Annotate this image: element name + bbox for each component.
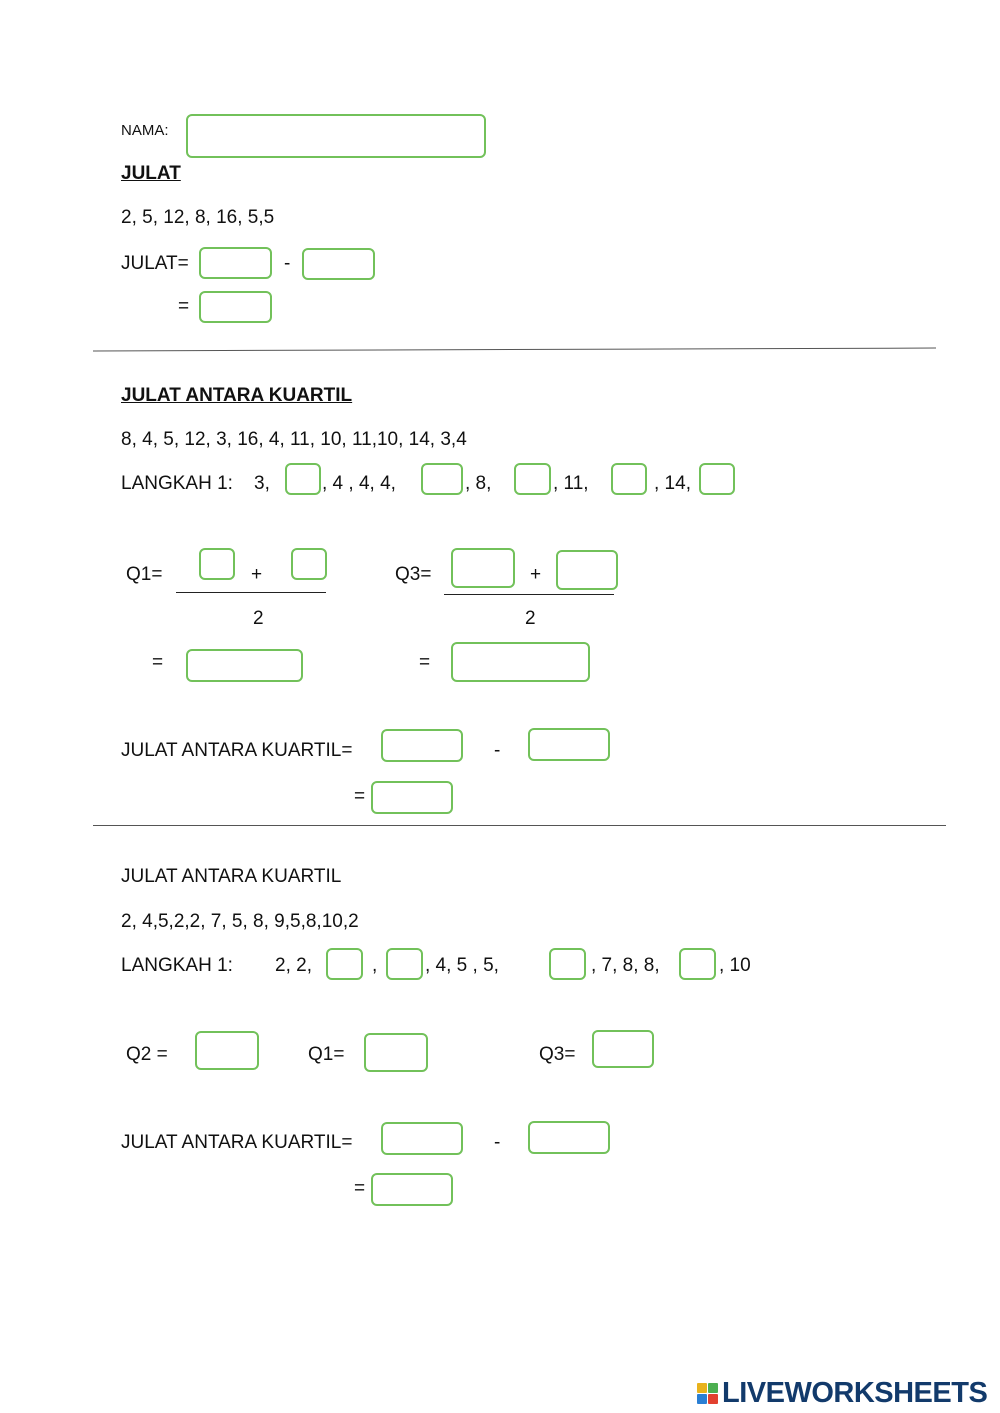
name-label: NAMA: bbox=[121, 122, 169, 139]
iqr2-step-part: , bbox=[372, 955, 378, 976]
iqr1-q3-equals: = bbox=[419, 652, 431, 673]
iqr1-title: JULAT ANTARA KUARTIL bbox=[121, 385, 353, 406]
iqr1-q3-term1-input[interactable] bbox=[451, 548, 515, 588]
iqr1-sort-input-2[interactable] bbox=[421, 463, 463, 495]
iqr1-q3-label: Q3= bbox=[395, 564, 432, 585]
iqr1-q3-plus: + bbox=[530, 564, 542, 585]
iqr1-sort-input-3[interactable] bbox=[514, 463, 551, 495]
iqr1-q1-term2-input[interactable] bbox=[291, 548, 327, 580]
iqr2-sort-input-4[interactable] bbox=[679, 948, 716, 980]
iqr2-result-input[interactable] bbox=[371, 1173, 453, 1206]
name-input[interactable] bbox=[186, 114, 486, 158]
iqr1-step-part: , 11, bbox=[553, 473, 589, 494]
iqr1-q1-label: Q1= bbox=[126, 564, 163, 585]
iqr2-q1-label: Q1= bbox=[308, 1044, 345, 1065]
iqr2-sort-input-2[interactable] bbox=[386, 948, 423, 980]
iqr1-q3-input[interactable] bbox=[381, 729, 463, 762]
iqr2-equals: = bbox=[354, 1178, 366, 1199]
julat-result-input[interactable] bbox=[199, 291, 272, 323]
iqr2-title: JULAT ANTARA KUARTIL bbox=[121, 866, 342, 887]
iqr1-step-part: 3, bbox=[254, 473, 270, 494]
julat-max-input[interactable] bbox=[199, 247, 272, 279]
julat-min-input[interactable] bbox=[302, 248, 375, 280]
iqr2-q2-input[interactable] bbox=[195, 1031, 259, 1070]
iqr2-minus: - bbox=[494, 1132, 501, 1153]
iqr1-q1-input[interactable] bbox=[528, 728, 610, 761]
iqr2-q1-input[interactable] bbox=[364, 1033, 428, 1072]
iqr2-step-part: 2, 2, bbox=[275, 955, 312, 976]
iqr1-step-part: , 4 , 4, 4, bbox=[322, 473, 396, 494]
julat-title: JULAT bbox=[121, 163, 181, 184]
iqr2-q1-term-input[interactable] bbox=[528, 1121, 610, 1154]
iqr2-q3-term-input[interactable] bbox=[381, 1122, 463, 1155]
iqr2-step-label: LANGKAH 1: bbox=[121, 955, 233, 976]
iqr2-q2-label: Q2 = bbox=[126, 1044, 168, 1065]
iqr1-q1-denominator: 2 bbox=[253, 608, 264, 629]
iqr1-sort-input-4[interactable] bbox=[611, 463, 647, 495]
iqr1-q3-term2-input[interactable] bbox=[556, 550, 618, 590]
iqr1-step-part: , 8, bbox=[465, 473, 492, 494]
brand-name: LIVEWORKSHEETS bbox=[722, 1376, 988, 1409]
iqr1-minus: - bbox=[494, 740, 501, 761]
iqr2-sort-input-3[interactable] bbox=[549, 948, 586, 980]
liveworksheets-logo bbox=[697, 1376, 987, 1410]
iqr2-step-part: , 4, 5 , 5, bbox=[425, 955, 499, 976]
iqr1-sort-input-1[interactable] bbox=[285, 463, 321, 495]
iqr1-q3-fraction-line bbox=[444, 594, 614, 595]
iqr1-q3-denominator: 2 bbox=[525, 608, 536, 629]
iqr1-q1-fraction-line bbox=[176, 592, 326, 593]
julat-formula-label: JULAT= bbox=[121, 253, 189, 274]
iqr1-result-input[interactable] bbox=[371, 781, 453, 814]
iqr2-formula-label: JULAT ANTARA KUARTIL= bbox=[121, 1132, 353, 1153]
section-divider-2 bbox=[93, 825, 946, 826]
iqr1-sort-input-5[interactable] bbox=[699, 463, 735, 495]
iqr2-step-part: , 7, 8, 8, bbox=[591, 955, 660, 976]
iqr1-q1-plus: + bbox=[251, 564, 263, 585]
iqr1-q1-result-input[interactable] bbox=[186, 649, 303, 682]
iqr1-step-label: LANGKAH 1: bbox=[121, 473, 233, 494]
iqr1-formula-label: JULAT ANTARA KUARTIL= bbox=[121, 740, 353, 761]
iqr2-sort-input-1[interactable] bbox=[326, 948, 363, 980]
liveworksheets-logo-icon bbox=[697, 1383, 718, 1404]
iqr1-data: 8, 4, 5, 12, 3, 16, 4, 11, 10, 11,10, 14, 3,4 bbox=[121, 429, 467, 450]
iqr2-step-part: , 10 bbox=[719, 955, 751, 976]
iqr2-data: 2, 4,5,2,2, 7, 5, 8, 9,5,8,10,2 bbox=[121, 911, 359, 932]
iqr1-q3-result-input[interactable] bbox=[451, 642, 590, 682]
iqr1-q1-equals: = bbox=[152, 652, 164, 673]
iqr1-step-part: , 14, bbox=[654, 473, 691, 494]
julat-minus: - bbox=[284, 253, 291, 274]
iqr2-q3-label: Q3= bbox=[539, 1044, 576, 1065]
iqr1-q1-term1-input[interactable] bbox=[199, 548, 235, 580]
section-divider-1 bbox=[93, 348, 936, 352]
iqr1-equals: = bbox=[354, 786, 366, 807]
julat-equals: = bbox=[178, 296, 190, 317]
julat-data: 2, 5, 12, 8, 16, 5,5 bbox=[121, 207, 275, 228]
iqr2-q3-input[interactable] bbox=[592, 1030, 654, 1068]
